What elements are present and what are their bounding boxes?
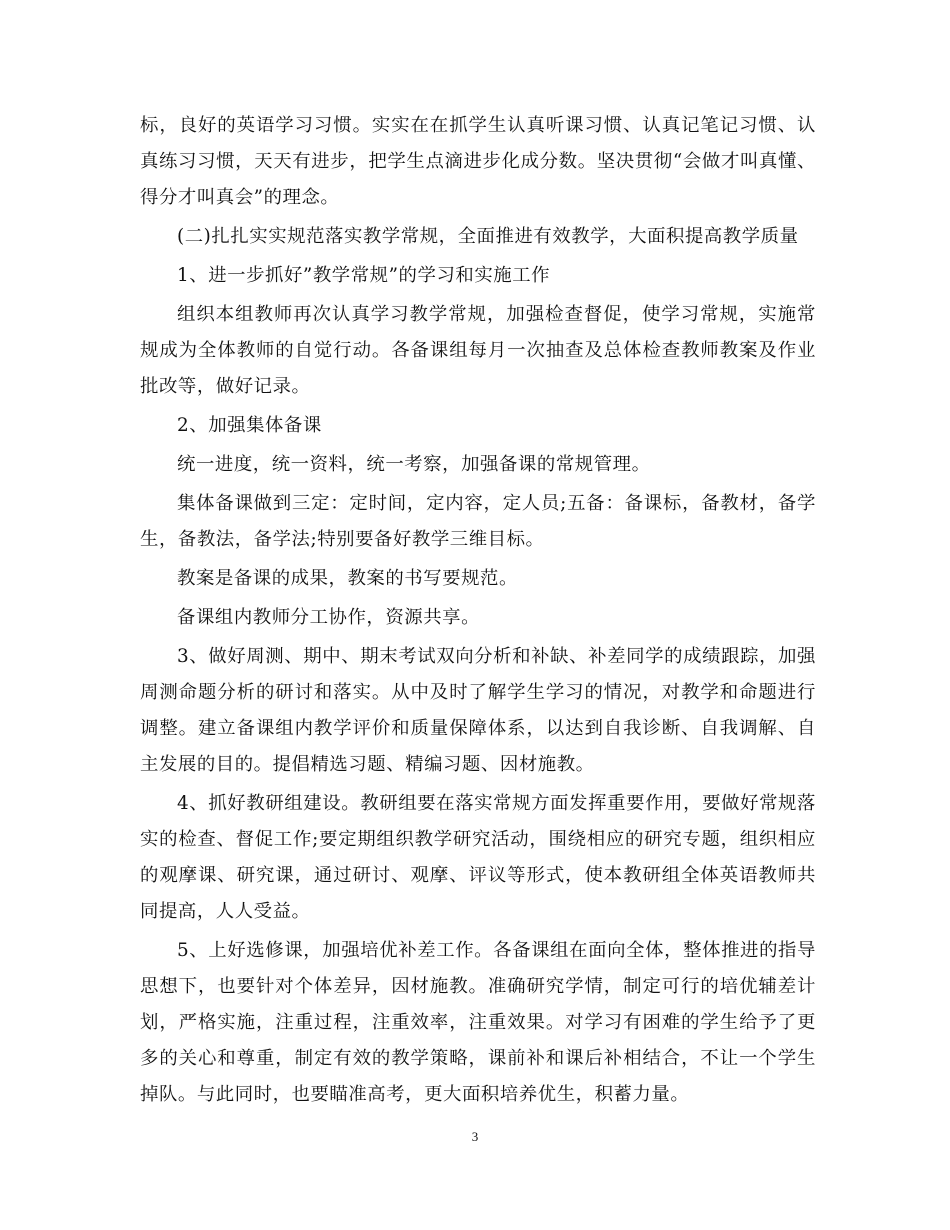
subsection-heading: 2、加强集体备课 <box>177 415 322 436</box>
paragraph: 4、抓好教研组建设。教研组要在落实常规方面发挥重要作用，要做好常规落实的检查、督促工作;要定期组织教学研究活动，围绕相应的研究专题，组织相应的观摩课、研究课，通过研讨、观摩、评议等形式，使本教研组全体英语教师共同提高，人人受益。 <box>140 793 816 922</box>
paragraph: 统一进度，统一资料，统一考察，加强备课的常规管理。 <box>177 454 651 475</box>
paragraph: 教案是备课的成果，教案的书写要规范。 <box>177 568 518 589</box>
page-number: 3 <box>471 1129 479 1144</box>
paragraph: 集体备课做到三定：定时间，定内容，定人员;五备：备课标，备教材，备学生，备教法，备学法;特别要备好教学三维目标。 <box>140 493 816 550</box>
subsection-heading: 1、进一步抓好”教学常规”的学习和实施工作 <box>177 265 551 286</box>
section-heading: (二)扎扎实实规范落实教学常规，全面推进有效教学，大面积提高教学质量 <box>177 226 799 247</box>
paragraph: 备课组内教师分工协作，资源共享。 <box>177 607 481 628</box>
document-body <box>140 108 816 1116</box>
paragraph: 5、上好选修课，加强培优补差工作。各备课组在面向全体，整体推进的指导思想下，也要针对个体差异，因材施教。准确研究学情，制定可行的培优辅差计划，严格实施，注重过程，注重效率，注重效果。对学习有困难的学生给予了更多的关心和尊重，制定有效的教学策略，课前补和课后补相结合，不让一个学生掉队。与此同时，也要瞄准高考，更大面积培养优生，积蓄力量。 <box>140 940 816 1105</box>
paragraph: 标，良好的英语学习习惯。实实在在抓学生认真听课习惯、认真记笔记习惯、认真练习习惯，天天有进步，把学生点滴进步化成分数。坚决贯彻“会做才叫真懂、得分才叫真会”的理念。 <box>140 115 816 208</box>
paragraph: 组织本组教师再次认真学习教学常规，加强检查督促，使学习常规，实施常规成为全体教师的自觉行动。各备课组每月一次抽查及总体检查教师教案及作业批改等，做好记录。 <box>140 304 816 397</box>
paragraph: 3、做好周测、期中、期末考试双向分析和补缺、补差同学的成绩跟踪，加强周测命题分析的研讨和落实。从中及时了解学生学习的情况，对教学和命题进行调整。建立备课组内教学评价和质量保障体系，以达到自我诊断、自我调解、自主发展的目的。提倡精选习题、精编习题、因材施教。 <box>140 646 816 775</box>
